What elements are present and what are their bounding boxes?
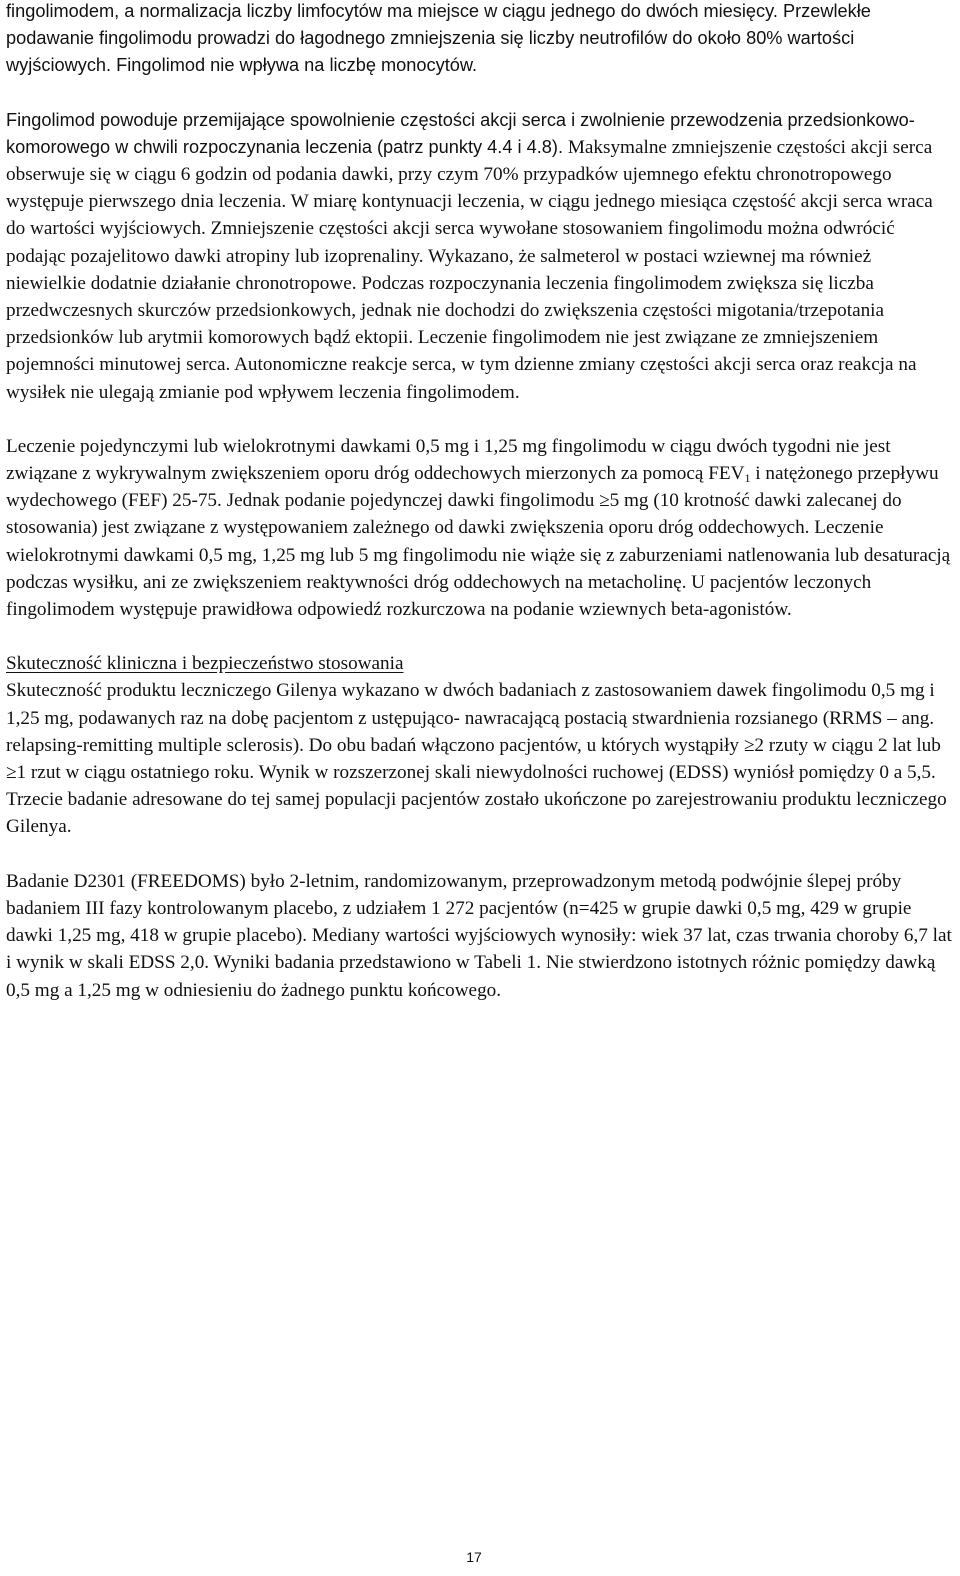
paragraph-heart-rate-body: Maksymalne zmniejszenie częstości akcji serca obserwuje się w ciągu 6 godzin od podania dawki, przy czym 70% przypadków ujemnego efektu chronotropowego występuje pierwszego dnia leczenia. W miarę kontynuacji leczenia, w ciągu jednego miesiąca częstość akcji serca wraca do wartości wyjściowych. Zmniejszenie częstości akcji serca wywołane stosowaniem fingolimodu można odwrócić podając pozajelitowo dawki atropiny lub izoprenaliny. Wykazano, że salmeterol w postaci wziewnej ma również niewielkie dodatnie działanie chronotropowe. Podczas rozpoczynania leczenia fingolimodem zwiększa się liczba przedwczesnych skurczów przedsionkowych, jednak nie dochodzi do zwiększenia częstości migotania/trzepotania przedsionków lub arytmii komorowych bądź ektopii. Leczenie fingolimodem nie jest związane ze zmniejszeniem pojemności minutowej serca. Autonomiczne reakcje serca, w tym dzienne zmiany częstości akcji serca oraz reakcja na wysiłek nie ulegają zmianie pod wpływem leczenia fingolimodem. (6, 136, 933, 403)
paragraph-gap (6, 841, 954, 868)
paragraph-gap (6, 80, 954, 107)
paragraph-gap (6, 623, 954, 650)
section-heading: Skuteczność kliniczna i bezpieczeństwo stosowania (6, 653, 404, 675)
page-number: 17 (466, 1549, 482, 1565)
paragraph-heart-rate-intro: Fingolimod powoduje przemijające spowolnienie częstości akcji serca i zwolnienie przewodzenia przedsionkowo-komorowego w chwili rozpoczynania leczenia (patrz punkty 4.4 i 4.8). (6, 109, 915, 157)
fev-subscript: 1 (744, 471, 751, 486)
paragraph-airways-end: i natężonego przepływu wydechowego (FEF) 25-75. Jednak podanie pojedynczej dawki fingolimodu ≥5 mg (10 krotność dawki zalecanej do stosowania) jest związane z występowaniem zależnego od dawki zwiększenia oporu dróg oddechowych. Leczenie wielokrotnymi dawkami 0,5 mg, 1,25 mg lub 5 mg fingolimodu nie wiąże się z zaburzeniami natlenowania lub desaturacją podczas wysiłku, ani ze zwiększeniem reaktywności dróg oddechowych na metacholinę. U pacjentów leczonych fingolimodem występuje prawidłowa odpowiedź rozkurczowa na podanie wziewnych beta-agonistów. (6, 463, 951, 621)
paragraph-lymphocytes: fingolimodem, a normalizacja liczby limfocytów ma miejsce w ciągu jednego do dwóch miesięcy. Przewlekłe podawanie fingolimodu prowadzi do łagodnego zmniejszenia się liczby neutrofilów do około 80% wartości wyjściowych. Fingolimod nie wpływa na liczbę monocytów. (6, 1, 871, 76)
paragraph-airways (6, 433, 954, 623)
paragraph-efficacy: Skuteczność produktu leczniczego Gilenya wykazano w dwóch badaniach z zastosowaniem dawek fingolimodu 0,5 mg i 1,25 mg, podawanych raz na dobę pacjentom z ustępująco- nawracającą postacią stwardnienia rozsianego (RRMS – ang. relapsing-remitting multiple sclerosis). Do obu badań włączono pacjentów, u których wystąpiły ≥2 rzuty w ciągu 2 lat lub ≥1 rzut w ciągu ostatniego roku. Wynik w rozszerzonej skali niewydolności ruchowej (EDSS) wyniósł pomiędzy 0 a 5,5. Trzecie badanie adresowane do tej samej populacji pacjentów zostało ukończone po zarejestrowaniu produktu leczniczego Gilenya. (6, 680, 947, 838)
document-body (6, 0, 954, 1004)
paragraph-airways-start: Leczenie pojedynczymi lub wielokrotnymi dawkami 0,5 mg i 1,25 mg fingolimodu w ciągu dwóch tygodni nie jest związane z wykrywalnym zwiększeniem oporu dróg oddechowych mierzonych za pomocą FEV (6, 435, 891, 485)
paragraph-heart-rate (6, 107, 954, 406)
paragraph-gap (6, 406, 954, 433)
paragraph-freedoms-study: Badanie D2301 (FREEDOMS) było 2-letnim, randomizowanym, przeprowadzonym metodą podwójnie ślepej próby badaniem III fazy kontrolowanym placebo, z udziałem 1 272 pacjentów (n=425 w grupie dawki 0,5 mg, 429 w grupie dawki 1,25 mg, 418 w grupie placebo). Mediany wartości wyjściowych wynosiły: wiek 37 lat, czas trwania choroby 6,7 lat i wynik w skali EDSS 2,0. Wyniki badania przedstawiono w Tabeli 1. Nie stwierdzono istotnych różnic pomiędzy dawką 0,5 mg a 1,25 mg w odniesieniu do żadnego punktu końcowego. (6, 870, 952, 1001)
